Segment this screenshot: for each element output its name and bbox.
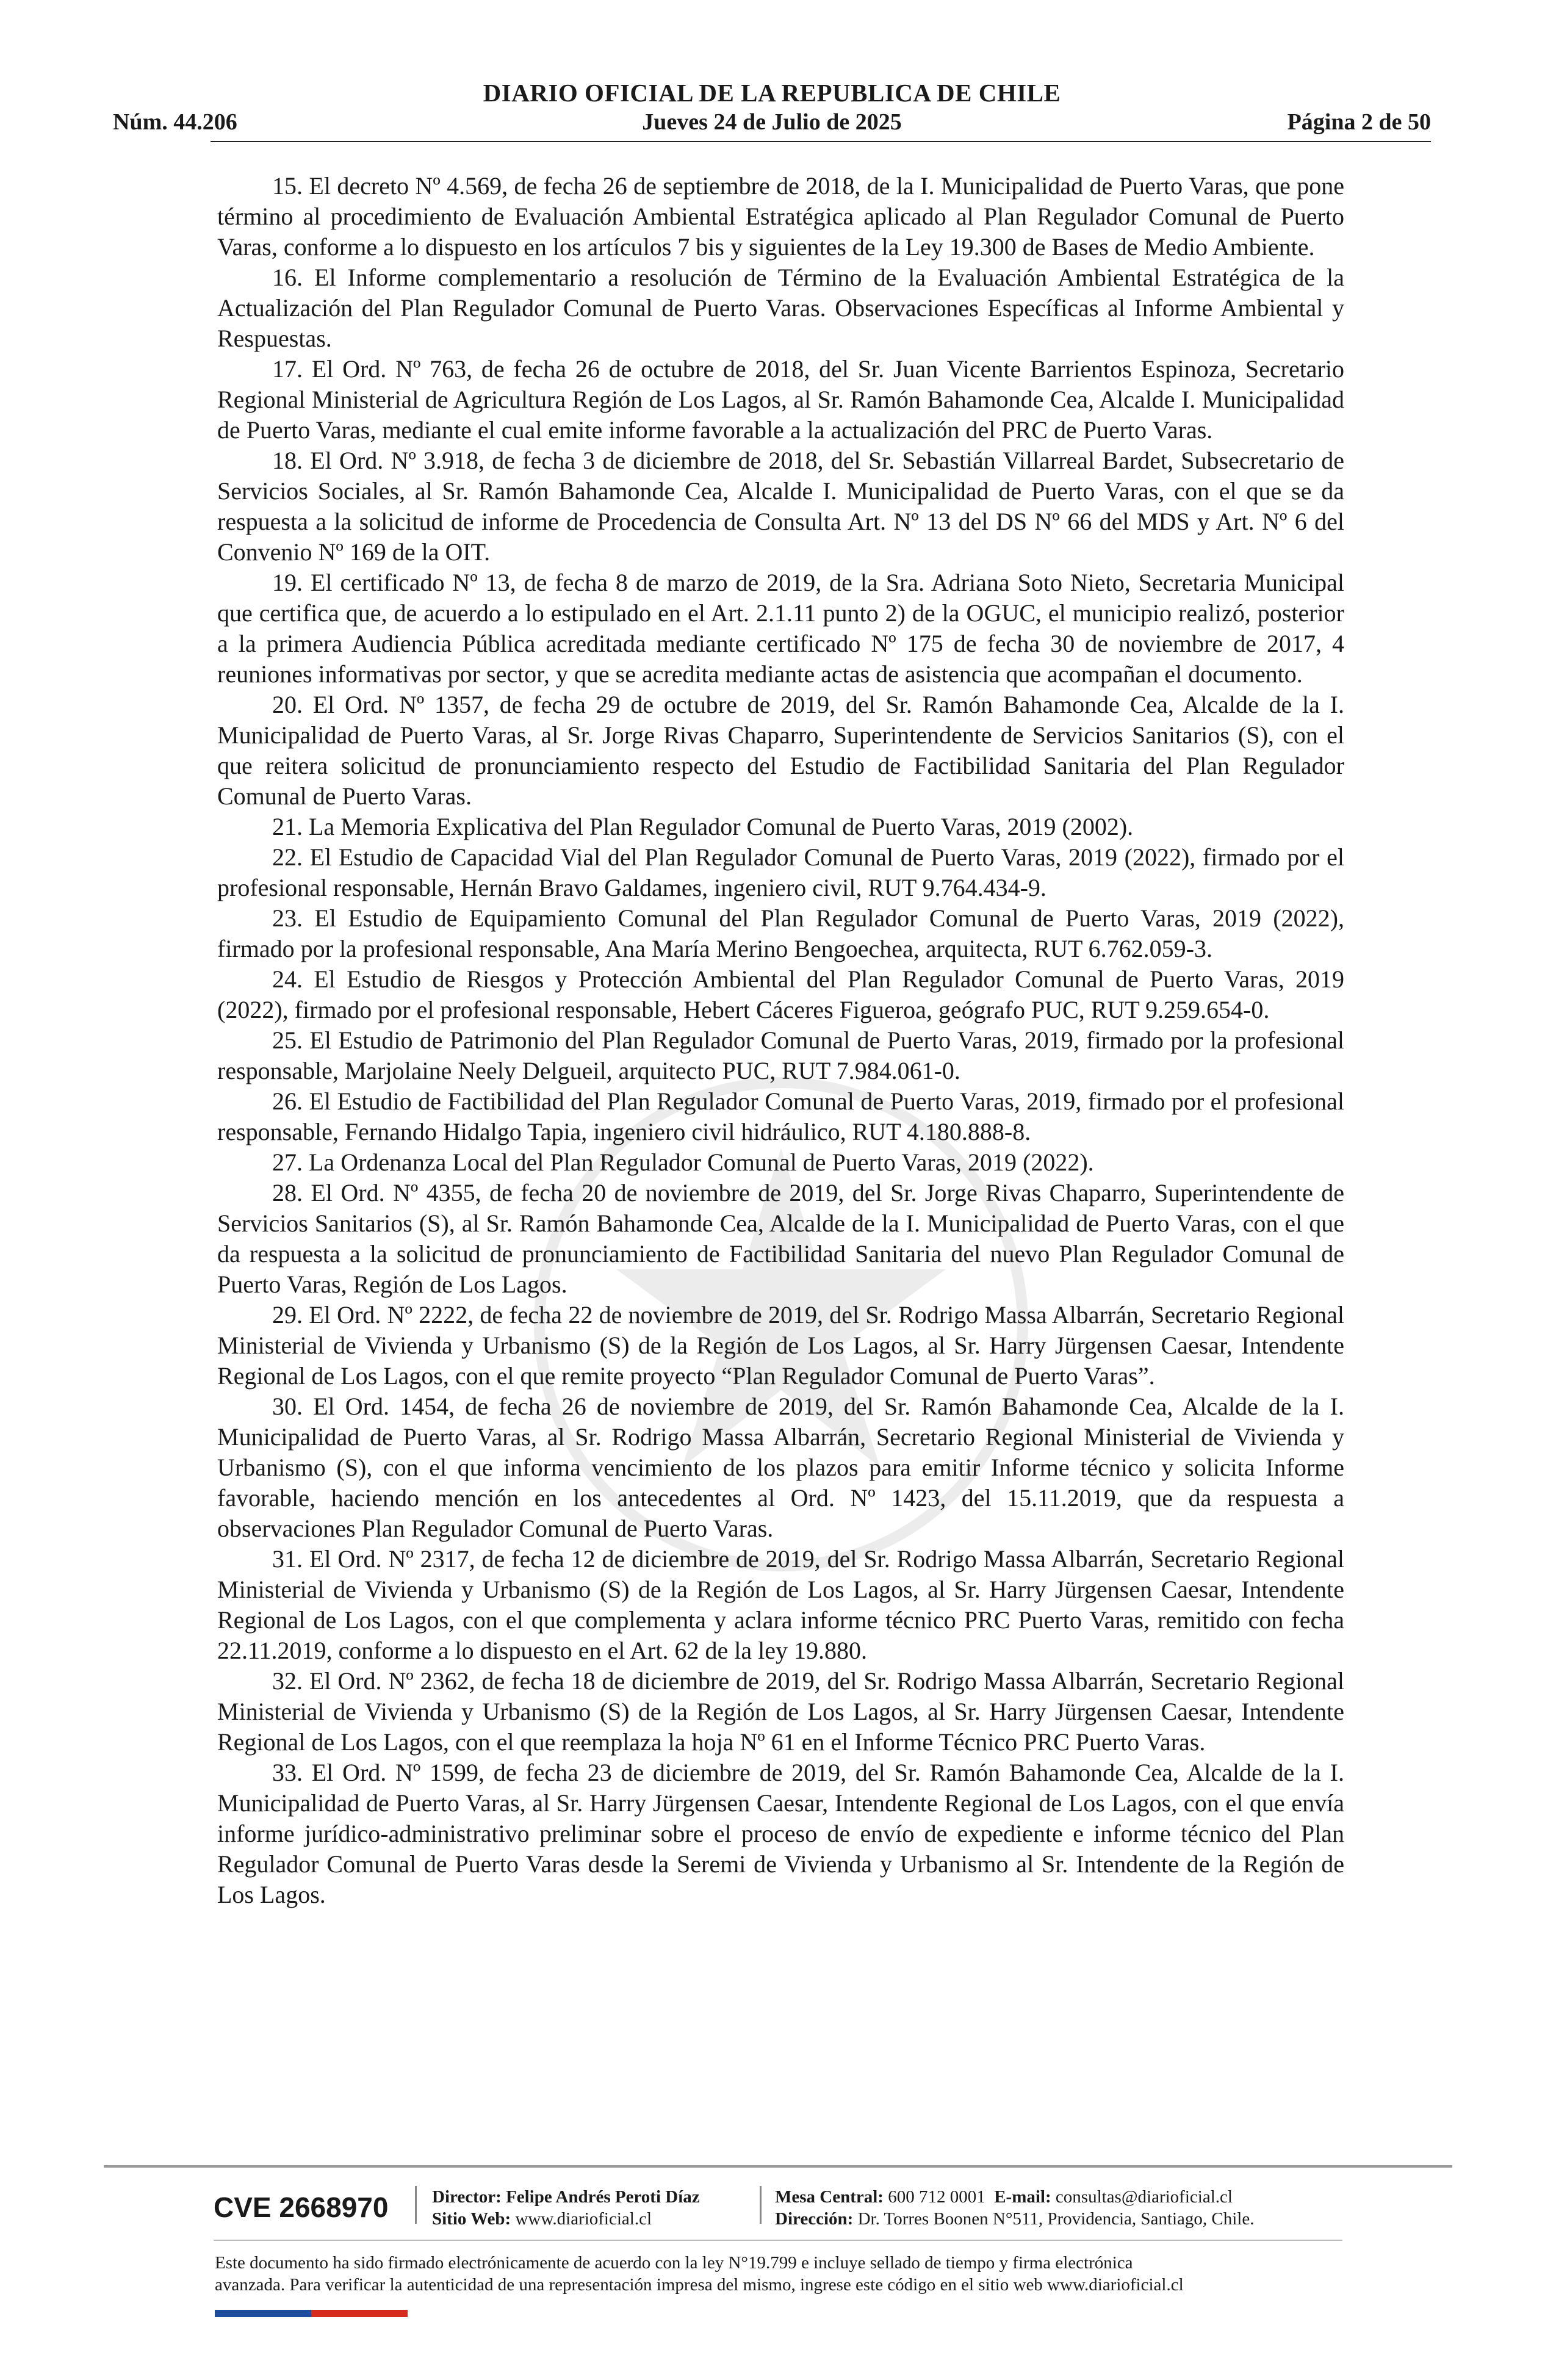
email-label: E-mail:	[994, 2187, 1051, 2207]
director-name: Felipe Andrés Peroti Díaz	[506, 2187, 700, 2207]
header-divider	[211, 141, 1431, 142]
paragraph: 18. El Ord. Nº 3.918, de fecha 3 de diciembre de 2018, del Sr. Sebastián Villarreal Bardet, Subsecretario de Servicios Sociales, al Sr. Ramón Bahamonde Cea, Alcalde I. Municipalidad de Puerto Varas, con el que se da respuesta a la solicitud de informe de Procedencia de Consulta Art. Nº 13 del DS Nº 66 del MDS y Art. Nº 6 del Convenio Nº 169 de la OIT.	[217, 447, 1344, 566]
flag-red-segment	[311, 2310, 408, 2317]
paragraph: 28. El Ord. Nº 4355, de fecha 20 de noviembre de 2019, del Sr. Jorge Rivas Chaparro, Superintendente de Servicios Sanitarios (S), al Sr. Ramón Bahamonde Cea, Alcalde de la I. Municipalidad de Puerto Varas, con el que da respuesta a la solicitud de pronunciamiento de Factibilidad Sanitaria del nuevo Plan Regulador Comunal de Puerto Varas, Región de Los Lagos.	[217, 1179, 1344, 1298]
paragraph: 19. El certificado Nº 13, de fecha 8 de marzo de 2019, de la Sra. Adriana Soto Nieto, Secretaria Municipal que certifica que, de acuerdo a lo estipulado en el Art. 2.1.11 punto 2) de la OGUC, el municipio realizó, posterior a la primera Audiencia Pública acreditada mediante certificado Nº 175 de fecha 30 de noviembre de 2017, 4 reuniones informativas por sector, y que se acredita mediante actas de asistencia que acompañan el documento.	[217, 569, 1344, 688]
paragraph: 15. El decreto Nº 4.569, de fecha 26 de septiembre de 2018, de la I. Municipalidad de Puerto Varas, que pone término al procedimiento de Evaluación Ambiental Estratégica aplicado al Plan Regulador Comunal de Puerto Varas, conforme a lo dispuesto en los artículos 7 bis y siguientes de la Ley 19.300 de Bases de Medio Ambiente.	[217, 172, 1344, 261]
director-label: Director:	[432, 2187, 502, 2207]
paragraph: 32. El Ord. Nº 2362, de fecha 18 de diciembre de 2019, del Sr. Rodrigo Massa Albarrán, Secretario Regional Ministerial de Vivienda y Urbanismo (S) de la Región de Los Lagos, al Sr. Harry Jürgensen Caesar, Intendente Regional de Los Lagos, con el que reemplaza la hoja Nº 61 en el Informe Técnico PRC Puerto Varas.	[217, 1667, 1344, 1756]
paragraph: 25. El Estudio de Patrimonio del Plan Regulador Comunal de Puerto Varas, 2019, firmado por la profesional responsable, Marjolaine Neely Delgueil, arquitecto PUC, RUT 7.984.061-0.	[217, 1026, 1344, 1084]
footer-divider-thin	[214, 2240, 1342, 2241]
phone-label: Mesa Central:	[775, 2187, 884, 2207]
paragraph: 20. El Ord. Nº 1357, de fecha 29 de octubre de 2019, del Sr. Ramón Bahamonde Cea, Alcalde de la I. Municipalidad de Puerto Varas, al Sr. Jorge Rivas Chaparro, Superintendente de Servicios Sanitarios (S), con el que reitera solicitud de pronunciamiento respecto del Estudio de Factibilidad Sanitaria del Plan Regulador Comunal de Puerto Varas.	[217, 691, 1344, 810]
email-link[interactable]: consultas@diarioficial.cl	[1055, 2187, 1233, 2207]
paragraph: 30. El Ord. 1454, de fecha 26 de noviembre de 2019, del Sr. Ramón Bahamonde Cea, Alcalde de la I. Municipalidad de Puerto Varas, al Sr. Rodrigo Massa Albarrán, Secretario Regional Ministerial de Vivienda y Urbanismo (S), con el que informa vencimiento de los plazos para emitir Informe técnico y solicita Informe favorable, haciendo mención en los antecedentes al Ord. Nº 1423, del 15.11.2019, que da respuesta a observaciones Plan Regulador Comunal de Puerto Varas.	[217, 1393, 1344, 1542]
legal-line: avanzada. Para verificar la autenticidad de una representación impresa del mismo, ingrese este código en el sitio web www.diarioficial.cl	[215, 2275, 1184, 2295]
contact-info	[775, 2186, 1254, 2230]
cve-code: CVE 2668970	[214, 2191, 389, 2223]
issue-number: Núm. 44.206	[113, 109, 237, 135]
paragraph: 23. El Estudio de Equipamiento Comunal del Plan Regulador Comunal de Puerto Varas, 2019 (2022), firmado por la profesional responsable, Ana María Merino Bengoechea, arquitecta, RUT 6.762.059-3.	[217, 904, 1344, 962]
footer-divider	[104, 2165, 1452, 2168]
flag-blue-segment	[215, 2310, 311, 2317]
paragraph: 16. El Informe complementario a resolución de Término de la Evaluación Ambiental Estratégica de la Actualización del Plan Regulador Comunal de Puerto Varas. Observaciones Específicas al Informe Ambiental y Respuestas.	[217, 264, 1344, 352]
paragraph: 17. El Ord. Nº 763, de fecha 26 de octubre de 2018, del Sr. Juan Vicente Barrientos Espinoza, Secretario Regional Ministerial de Agricultura Región de Los Lagos, al Sr. Ramón Bahamonde Cea, Alcalde I. Municipalidad de Puerto Varas, mediante el cual emite informe favorable a la actualización del PRC de Puerto Varas.	[217, 355, 1344, 444]
address-label: Dirección:	[775, 2209, 854, 2229]
website-label: Sitio Web:	[432, 2209, 511, 2229]
phone-value: 600 712 0001	[888, 2187, 985, 2207]
website-link[interactable]: www.diarioficial.cl	[515, 2209, 652, 2229]
legal-line: Este documento ha sido firmado electrónicamente de acuerdo con la ley N°19.799 e incluye sellado de tiempo y firma electrónica	[215, 2253, 1133, 2273]
issue-date: Jueves 24 de Julio de 2025	[642, 109, 902, 135]
publication-title: DIARIO OFICIAL DE LA REPUBLICA DE CHILE	[483, 79, 1061, 107]
legal-notice	[215, 2252, 1350, 2296]
paragraph: 26. El Estudio de Factibilidad del Plan Regulador Comunal de Puerto Varas, 2019, firmado por el profesional responsable, Fernando Hidalgo Tapia, ingeniero civil hidráulico, RUT 4.180.888-8.	[217, 1087, 1344, 1145]
footer-separator	[415, 2186, 417, 2224]
paragraph: 33. El Ord. Nº 1599, de fecha 23 de diciembre de 2019, del Sr. Ramón Bahamonde Cea, Alcalde de la I. Municipalidad de Puerto Varas, al Sr. Harry Jürgensen Caesar, Intendente Regional de Los Lagos, con el que envía informe jurídico-administrativo preliminar sobre el proceso de envío de expediente e informe técnico del Plan Regulador Comunal de Puerto Varas desde la Seremi de Vivienda y Urbanismo al Sr. Intendente de la Región de Los Lagos.	[217, 1759, 1344, 1908]
paragraph: 22. El Estudio de Capacidad Vial del Plan Regulador Comunal de Puerto Varas, 2019 (2022), firmado por el profesional responsable, Hernán Bravo Galdames, ingeniero civil, RUT 9.764.434-9.	[217, 843, 1344, 901]
flag-stripe	[215, 2310, 408, 2317]
paragraph: 31. El Ord. Nº 2317, de fecha 12 de diciembre de 2019, del Sr. Rodrigo Massa Albarrán, Secretario Regional Ministerial de Vivienda y Urbanismo (S) de la Región de Los Lagos, al Sr. Harry Jürgensen Caesar, Intendente Regional de Los Lagos, con el que complementa y aclara informe técnico PRC Puerto Varas, remitido con fecha 22.11.2019, conforme a lo dispuesto en el Art. 62 de la ley 19.880.	[217, 1545, 1344, 1664]
paragraph: 27. La Ordenanza Local del Plan Regulador Comunal de Puerto Varas, 2019 (2022).	[272, 1149, 1094, 1176]
director-info	[432, 2186, 700, 2230]
page-number: Página 2 de 50	[1287, 109, 1431, 135]
footer	[214, 2180, 1342, 2247]
page-header	[113, 72, 1431, 145]
document-body	[217, 171, 1344, 1910]
paragraph: 29. El Ord. Nº 2222, de fecha 22 de noviembre de 2019, del Sr. Rodrigo Massa Albarrán, Secretario Regional Ministerial de Vivienda y Urbanismo (S) de la Región de Los Lagos, al Sr. Harry Jürgensen Caesar, Intendente Regional de Los Lagos, con el que remite proyecto “Plan Regulador Comunal de Puerto Varas”.	[217, 1301, 1344, 1390]
footer-separator	[760, 2186, 762, 2224]
address-value: Dr. Torres Boonen N°511, Providencia, Santiago, Chile.	[857, 2209, 1255, 2229]
paragraph: 21. La Memoria Explicativa del Plan Regulador Comunal de Puerto Varas, 2019 (2002).	[272, 813, 1134, 840]
paragraph: 24. El Estudio de Riesgos y Protección Ambiental del Plan Regulador Comunal de Puerto Varas, 2019 (2022), firmado por el profesional responsable, Hebert Cáceres Figueroa, geógrafo PUC, RUT 9.259.654-0.	[217, 965, 1344, 1023]
